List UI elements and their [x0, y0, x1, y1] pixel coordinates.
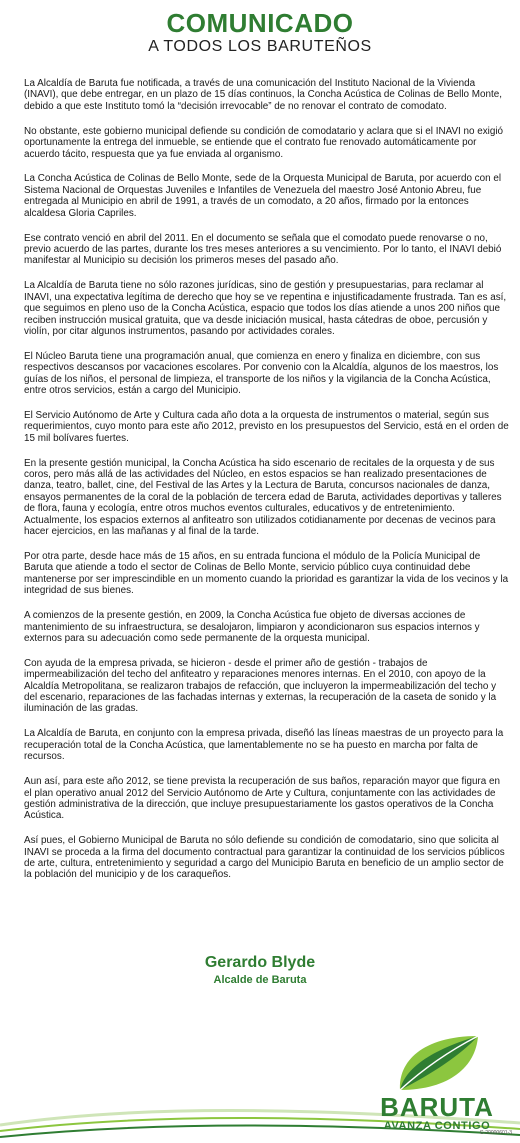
paragraph-11: Con ayuda de la empresa privada, se hicieron - desde el primer año de gestión - trabajos de impermeabilización del techo del anfiteatro y reparaciones menores internas. En el 2010, con apoyo de la Alcaldía Metropolitana, se realizaron trabajos de refacción, que incluyeron la impermeabilización del techo y del escenario, reparaciones de las fachadas internas y externas, la recuperación de la caseta de sonido y la iluminación de las gradas. [24, 657, 497, 715]
paragraph-3: La Concha Acústica de Colinas de Bello Monte, sede de la Orquesta Municipal de Baruta, por acuerdo con el Sistema Nacional de Orquestas Juveniles e Infantiles de Venezuela del maestro José Antonio Abreu, fue entregada al Municipio en abril de 1991, a través de un comodato, a 20 años, firmado por la entonces alcaldesa Gloria Capriles. [24, 173, 502, 219]
paragraph-12: La Alcaldía de Baruta, en conjunto con la empresa privada, diseñó las líneas maestras de un proyecto para la recuperación total de la Concha Acústica, que lamentablemente no se ha puesto en marcha por falta de recursos. [24, 728, 504, 763]
footer-code: G-20000601-3 [479, 1130, 512, 1136]
page-title: COMUNICADO [166, 8, 354, 38]
baruta-logo [362, 1032, 512, 1140]
signatory-name: Gerardo Blyde [204, 954, 316, 971]
paragraph-4: Ese contrato venció en abril del 2011. En el documento se señala que el comodato puede renovarse o no, previo acuerdo de las partes, durante los tres meses anteriores a su vencimiento. Por lo tanto, el INAVI debió manifestar al Municipio su decisión los primeros meses del pasado año. [24, 232, 502, 267]
paragraph-14: Así pues, el Gobierno Municipal de Baruta no sólo defiende su condición de comodatario, sino que solicita al INAVI se proceda a la firma del documento contractual para garantizar la continuidad de los servicios públicos de arte, cultura, entretenimiento y seguridad a cargo del Municipio Baruta en beneficio de un amplio sector de la población del municipio y de los caraqueños. [24, 835, 505, 881]
paragraph-8: En la presente gestión municipal, la Concha Acústica ha sido escenario de recitales de la orquesta y de sus coros, pero más allá de las actividades del Núcleo, en estos espacios se han realizado presentaciones de danza, teatro, ballet, cine, del Festival de las Artes y la Lectura de Baruta, concursos nacionales de danza, ensayos permanentes de la coral de la población de tercera edad de Baruta, actividades deportivas y talleres de flora, fauna y ecología, entre otros muchos eventos culturales, educativos y de entretenimiento. Actualmente, los espacios externos al anfiteatro son utilizados cotidianamente por decenas de vecinos para hacer ejercicios, en las mañanas y al final de la tarde. [24, 457, 502, 538]
paragraph-1: La Alcaldía de Baruta fue notificada, a través de una comunicación del Instituto Nacional de la Vivienda (INAVI), que debe entregar, en un plazo de 15 días continuos, la Concha Acústica de Colinas de Bello Monte, debido a que este Instituto tomó la “decisión irrevocable” de no renovar el contrato de comodato. [24, 78, 502, 112]
paragraph-10: A comienzos de la presente gestión, en 2009, la Concha Acústica fue objeto de diversas acciones de mantenimiento de su infraestructura, se desalojaron, limpiaron y acondicionaron sus espacios internos y externos para su adecuación como sede permanente de la orquesta municipal. [24, 610, 480, 644]
paragraph-5: La Alcaldía de Baruta tiene no sólo razones jurídicas, sino de gestión y presupuestarias, para reclamar al INAVI, una expectativa legítima de derecho que hoy se ve repentina e injustificadamente frustrada. Tan es así, que seguimos en pleno uso de la Concha Acústica, espacio que todos los días atiende a unos 200 niños que reciben instrucción musical gratuita, que va desde iniciación musical, hasta cátedras de oboe, percusión y violín, por citar algunos instrumentos, pasando por actividades corales. [24, 280, 507, 337]
paragraph-7: El Servicio Autónomo de Arte y Cultura cada año dota a la orquesta de instrumentos o material, según sus requerimientos, cuyo monto para este año 2012, previsto en los presupuestos del Servicio, está en el orden de 15 mil bolívares fuertes. [24, 409, 509, 444]
page-subtitle: A TODOS LOS BARUTEÑOS [148, 38, 372, 55]
signatory-role: Alcalde de Baruta [213, 974, 307, 986]
paragraph-9: Por otra parte, desde hace más de 15 años, en su entrada funciona el módulo de la Policía Municipal de Baruta que atiende a todo el sector de Colinas de Bello Monte, servicio público cuya continuidad debe mantenerse por ser imprescindible en un momento cuando la prioridad es garantizar la vida de los vecinos y la integridad de sus bienes. [24, 551, 509, 597]
communique-body [24, 78, 510, 894]
leaf-icon [392, 1032, 482, 1094]
logo-wordmark: BARUTA [380, 1092, 494, 1122]
paragraph-6: El Núcleo Baruta tiene una programación anual, que comienza en enero y finaliza en diciembre, con sus respectivos descansos por vacaciones escolares. Por convenio con la Alcaldía, algunos de los maestros, los guías de los niños, el personal de limpieza, el transporte de los niños y la vigilancia de la Concha Acústica, entre otros servicios, están a cargo del Municipio. [24, 350, 499, 397]
paragraph-13: Aun así, para este año 2012, se tiene prevista la recuperación de sus baños, reparación mayor que figura en el plan operativo anual 2012 del Servicio Autónomo de Arte y Cultura, conjuntamente con las actividades de gestión administrativa de la dirección, que incluye presupuestariamente los gastos operativos de la Concha Acústica. [24, 776, 500, 822]
logo-tagline: AVANZA CONTIGO [383, 1120, 491, 1132]
signature-block [0, 954, 520, 986]
paragraph-2: No obstante, este gobierno municipal defiende su condición de comodatario y aclara que si el INAVI no exigió oportunamente la entrega del inmueble, se entiende que el contrato fue renovado automáticamente por acuerdo tácito, respuesta que ya fue enviada al organismo. [24, 125, 504, 160]
